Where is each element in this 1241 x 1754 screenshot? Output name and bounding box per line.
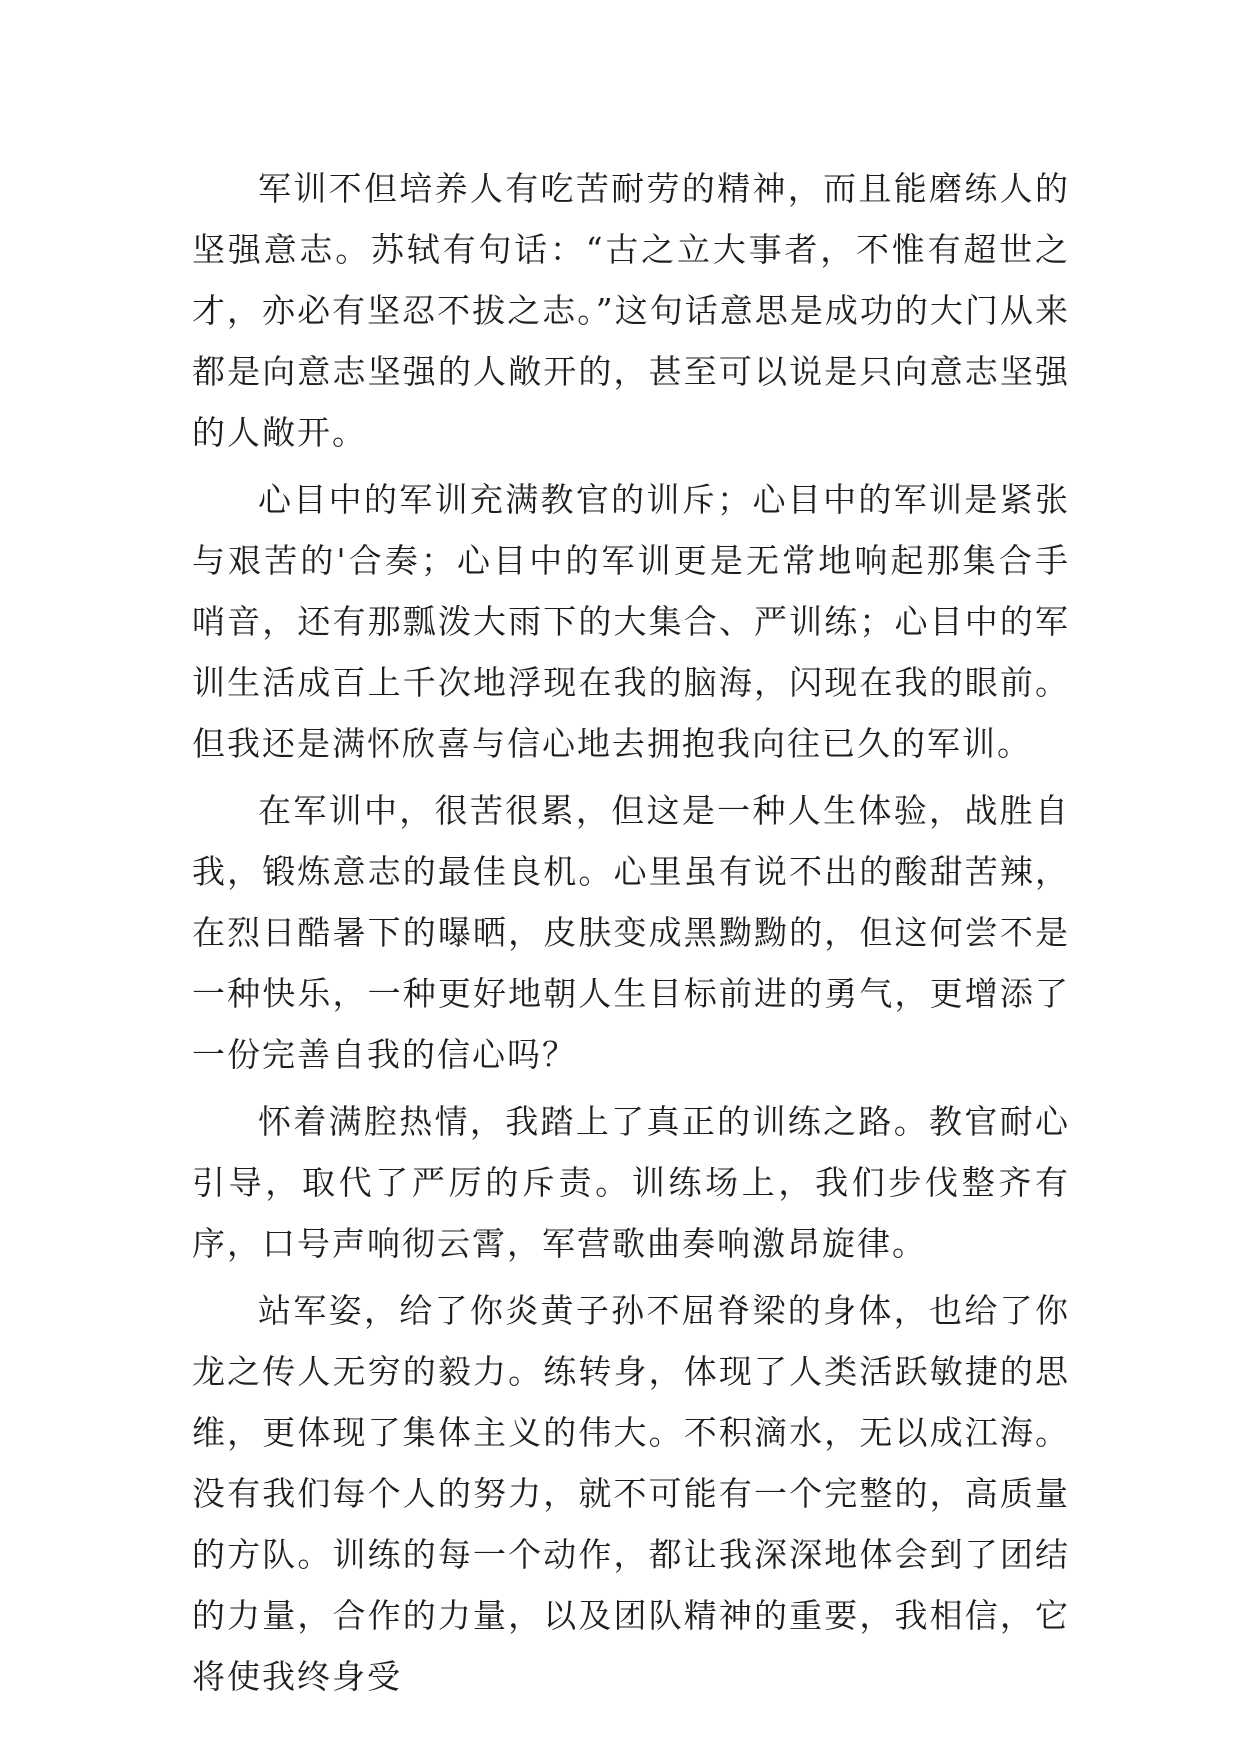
paragraph-1: 军训不但培养人有吃苦耐劳的精神，而且能磨练人的坚强意志。苏轼有句话：“古之立大事者，不惟有超世之才，亦必有坚忍不拔之志。”这句话意思是成功的大门从来都是向意志坚强的人敞开的，甚至可以说是只向意志坚强的人敞开。 — [192, 169, 1070, 452]
paragraph-4: 怀着满腔热情，我踏上了真正的训练之路。教官耐心引导，取代了严厉的斥责。训练场上，我们步伐整齐有序，口号声响彻云霄，军营歌曲奏响激昂旋律。 — [192, 1102, 1070, 1263]
document-body — [192, 158, 1070, 1713]
paragraph-5: 站军姿，给了你炎黄子孙不屈脊梁的身体，也给了你龙之传人无穷的毅力。练转身，体现了人类活跃敏捷的思维，更体现了集体主义的伟大。不积滴水，无以成江海。没有我们每个人的努力，就不可能有一个完整的，高质量的方队。训练的每一个动作，都让我深深地体会到了团结的力量，合作的力量，以及团队精神的重要，我相信，它将使我终身受 — [192, 1291, 1070, 1696]
paragraph-2: 心目中的军训充满教官的训斥；心目中的军训是紧张与艰苦的'合奏；心目中的军训更是无常地响起那集合手哨音，还有那瓢泼大雨下的大集合、严训练；心目中的军训生活成百上千次地浮现在我的脑海，闪现在我的眼前。但我还是满怀欣喜与信心地去拥抱我向往已久的军训。 — [192, 480, 1070, 763]
paragraph-3: 在军训中，很苦很累，但这是一种人生体验，战胜自我，锻炼意志的最佳良机。心里虽有说不出的酸甜苦辣，在烈日酷暑下的曝晒，皮肤变成黑黝黝的，但这何尝不是一种快乐，一种更好地朝人生目标前进的勇气，更增添了一份完善自我的信心吗？ — [192, 791, 1070, 1074]
